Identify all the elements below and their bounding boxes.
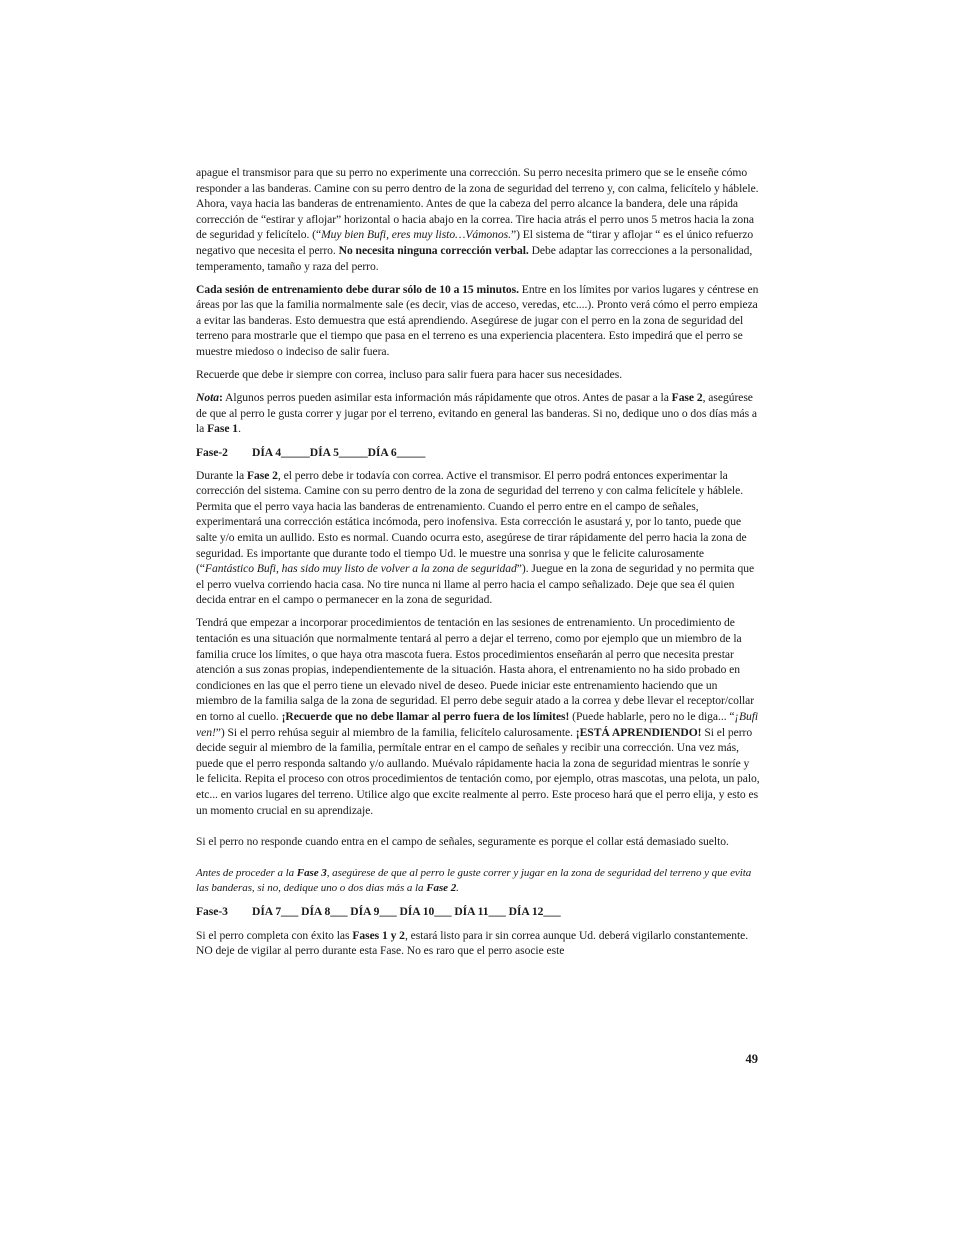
paragraph-leash-reminder: Recuerde que debe ir siempre con correa, incluso para salir fuera para hacer sus necesidades. [196, 368, 623, 382]
paragraph-phase-2: Durante la Fase 2, el perro debe ir todavía con correa. Active el transmisor. El perro podrá entonces experimentar la corrección del sistema. Camine con su perro dentro de la zona de seguridad del terreno y con calma felicítele y háblele. Permita que el perro vaya hacia las banderas de entrenamiento. Cuando el perro entre en el campo de señales, experimentará una corrección estática incómoda, pero inofensiva. Esta corrección le asustará y, por lo tanto, puede que salte y/o emita un aullido. Esto es normal. Cuando ocurra esto, asegúrese de tirar rápidamente del perro hacia la zona de seguridad. Es importante que durante todo el tiempo Ud. le muestre una sonrisa y que le felicite calurosamente (“Fantástico Bufi, has sido muy listo de volver a la zona de seguridad”). Juegue en la zona de seguridad y no permita que el perro vuelva corriendo hacia casa. No tire nunca ni llame al perro hacia el campo señalizado. Deje que sea él quien decida entrar en el campo o permanecer en la zona de seguridad. [196, 468, 755, 607]
paragraph-collar-loose: Si el perro no responde cuando entra en el campo de señales, seguramente es porque el collar está demasiado suelto. [196, 835, 729, 849]
paragraph-before-phase-3: Antes de proceder a la Fase 3, asegúrese de que al perro le guste correr y jugar en la zona de seguridad del terreno y que evita las banderas, si no, dedique uno o dos dias más a la Fase 2. [196, 866, 752, 895]
paragraph-flag-correction: apague el transmisor para que su perro no experimente una corrección. Su perro necesita primero que se le enseñe cómo responder a las banderas. Camine con su perro dentro de la zona de seguridad del terreno y, con calma, felicítelo y háblele. Ahora, vaya hacia las banderas de entrenamiento. Antes de que la cabeza del perro alcance la bandera, dele una rápida corrección de “estirar y aflojar” horizontal o hacia abajo en la correa. Tire hacia atrás el perro unos 5 metros hacia la zona de seguridad y felicítelo. (“Muy bien Bufi, eres muy listo…Vámonos.”) El sistema de “tirar y aflojar “ es el único refuerzo negativo que necesita el perro. No necesita ninguna corrección verbal. Debe adaptar las correcciones a la personalidad, temperamento, tamaño y raza del perro. [196, 166, 759, 273]
page-number: 49 [745, 1052, 758, 1066]
body-text [196, 165, 760, 966]
paragraph-phase-3: Si el perro completa con éxito las Fases 1 y 2, estará listo para ir sin correa aunque Ud. deberá vigilarlo constantemente. NO deje de vigilar al perro durante esta Fase. No es raro que el perro asocie este [196, 928, 749, 958]
paragraph-temptation: Tendrá que empezar a incorporar procedimientos de tentación en las sesiones de entrenamiento. Un procedimiento de tentación es una situación que normalmente tentará al perro a dejar el terreno, como por ejemplo que un miembro de la familia cruce los límites, o que haya otra mascota fuera. Estos procedimientos enseñarán al perro que necesita prestar atención a sus zonas propias, independientemente de la situación. Hasta ahora, el entrenamiento no ha sido probado en condiciones en las que el perro tiene un elevado nivel de deseo. Puede iniciar este entrenamiento haciendo que un miembro de la familia salga de la zona de seguridad. El perro debe seguir atado a la correa y debe llevar el receptor/collar en torno al cuello. ¡Recuerde que no debe llamar al perro fuera de los límites! (Puede hablarle, pero no le diga... “¡Bufi ven!”) Si el perro rehúsa seguir al miembro de la familia, felicítelo calurosamente. ¡ESTÁ APRENDIENDO! Si el perro decide seguir al miembro de la familia, permítale entrar en el campo de señales y recibir una corrección. Una vez más, puede que el perro responda saltando y/o aullando. Muévalo rápidamente hacia la zona de seguridad mientras le sonríe y le felicita. Repita el proceso con otros procedimientos de tentación como, por ejemplo, otras mascotas, una pelota, un palo, etc... en varios lugares del terreno. Utilice algo que excite realmente al perro. Este proceso hará que el perro elija, y esto es un momento crucial en su aprendizaje. [196, 616, 760, 817]
paragraph-note: Nota: Algunos perros pueden asimilar esta información más rápidamente que otros. Antes de pasar a la Fase 2, asegúrese de que al perro le gusta correr y jugar por el terreno, evitando en general las banderas. Si no, dedique uno o dos días más a la Fase 1. [196, 391, 758, 436]
phase-2-heading: Fase-2 DÍA 4_____DÍA 5_____DÍA 6_____ [196, 445, 426, 459]
phase-3-heading: Fase-3 DÍA 7___ DÍA 8___ DÍA 9___ DÍA 10___ DÍA 11___ DÍA 12___ [196, 905, 561, 919]
paragraph-session-length: Cada sesión de entrenamiento debe durar sólo de 10 a 15 minutos. Entre en los límites por varios lugares y céntrese en áreas por las que la familia normalmente sale (es decir, vias de acceso, veredas, etc....). Pronto verá cómo el perro empieza a evitar las banderas. Esto demuestra que está aprendiendo. Asegúrese de jugar con el perro en la zona de seguridad del terreno para mostrarle que el tiempo que pasa en el terreno es una experiencia placentera. Esto impedirá que el perro se muestre miedoso o indeciso de salir fuera. [196, 282, 759, 359]
